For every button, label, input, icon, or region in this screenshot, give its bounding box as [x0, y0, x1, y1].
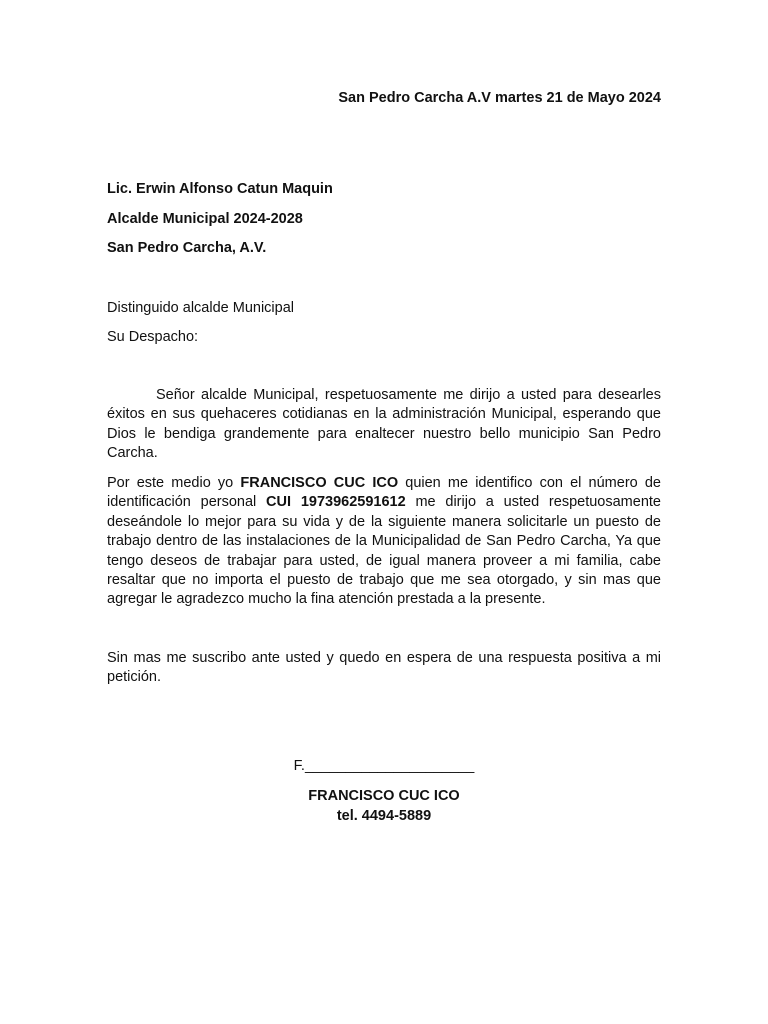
- recipient-name: Lic. Erwin Alfonso Catun Maquin: [107, 181, 333, 197]
- paragraph-intro: Señor alcalde Municipal, respetuosamente me dirijo a usted para desearles éxitos en sus quehaceres cotidianas en la administración Municipal, esperando que Dios le bendiga grandemente para enaltecer nuestro bello municipio San Pedro Carcha.: [107, 387, 661, 462]
- date-line: San Pedro Carcha A.V martes 21 de Mayo 2024: [338, 90, 661, 106]
- su-despacho: Su Despacho:: [107, 328, 199, 345]
- paragraph-request-part2: quien me identifico con el número de identificación personal: [107, 475, 661, 511]
- recipient-position: Alcalde Municipal 2024-2028: [107, 210, 303, 227]
- signature-phone: tel. 4494-5889: [336, 807, 432, 824]
- paragraph-request-part3: me dirijo a usted respetuosamente deseándole lo mejor para su vida y de la siguiente manera solicitarle un puesto de trabajo dentro de las instalaciones de la Municipalidad de San Pedro Carcha, Ya que tengo deseos de trabajar para usted, de igual manera proveer a mi familia, cabe resaltar que no importa el puesto de trabajo que me sea otorgado, y sin mas que agregar le agradezco mucho la fina atención prestada a la presente.: [107, 494, 661, 608]
- paragraph-request-part1: Por este medio yo: [107, 475, 241, 491]
- applicant-name: FRANCISCO CUC ICO: [240, 475, 399, 491]
- recipient-location: San Pedro Carcha, A.V.: [107, 240, 267, 256]
- recipient-block: [107, 180, 333, 269]
- signature-block: [0, 757, 768, 826]
- paragraph-closing: Sin mas me suscribo ante usted y quedo en espera de una respuesta positiva a mi petición.: [107, 650, 661, 686]
- greeting: Distinguido alcalde Municipal: [107, 300, 294, 316]
- salutation-block: [107, 299, 294, 356]
- signature-name: FRANCISCO CUC ICO: [308, 788, 460, 804]
- cui-number: CUI 1973962591612: [266, 494, 406, 511]
- paragraph-request: [107, 474, 661, 610]
- signature-line: F._____________________: [293, 758, 475, 774]
